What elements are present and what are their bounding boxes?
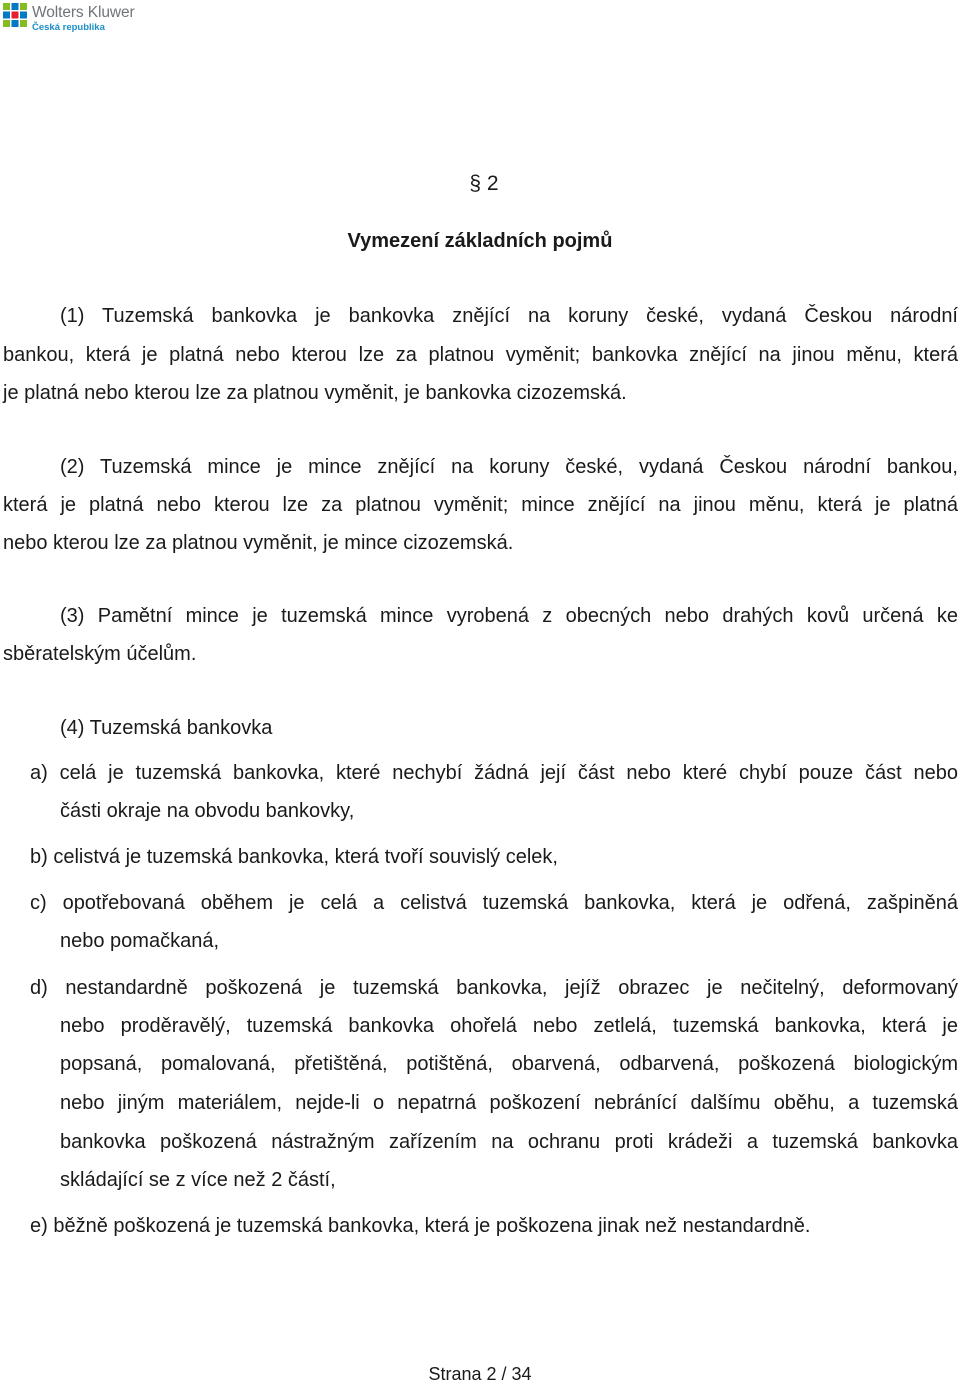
text-line: která je platná nebo kterou lze za platnou vyměnit; mince znějící na jinou měnu, která je platná: [3, 494, 958, 516]
list-item-line: c) opotřebovaná oběhem je celá a celistvá tuzemská bankovka, která je odřená, zašpiněná: [30, 892, 958, 914]
text-line: bankou, která je platná nebo kterou lze za platnou vyměnit; bankovka znějící na jinou měnu, která: [3, 344, 958, 366]
list-item-line: d) nestandardně poškozená je tuzemská bankovka, jejíž obrazec je nečitelný, deformovaný: [30, 977, 958, 999]
text-line: (1) Tuzemská bankovka je bankovka znějící na koruny české, vydaná Českou národní: [60, 305, 958, 327]
list-item-line: b) celistvá je tuzemská bankovka, která tvoří souvislý celek,: [30, 846, 558, 868]
text-line: (2) Tuzemská mince je mince znějící na koruny české, vydaná Českou národní bankou,: [60, 456, 958, 478]
text-line: sběratelským účelům.: [3, 643, 197, 665]
list-item-line: bankovka poškozená nástražným zařízením na ochranu proti krádeži a tuzemská bankovka: [60, 1131, 958, 1153]
logo-subtitle: Česká republika: [32, 21, 105, 33]
logo-name: Wolters Kluwer: [32, 4, 135, 21]
list-item-line: nebo pomačkaná,: [60, 930, 220, 952]
list-item-line: skládající se z více než 2 částí,: [60, 1169, 336, 1191]
list-item-line: a) celá je tuzemská bankovka, které nechybí žádná její část nebo které chybí pouze část nebo: [30, 762, 958, 784]
publisher-logo: [2, 2, 135, 36]
list-item-line: nebo jiným materiálem, nejde-li o nepatrná poškození nebránící dalšímu oběhu, a tuzemská: [60, 1092, 958, 1114]
list-item-line: popsaná, pomalovaná, přetištěná, potištěná, obarvená, odbarvená, poškozená biologickým: [60, 1053, 958, 1075]
list-item-line: části okraje na obvodu bankovky,: [60, 800, 355, 822]
text-line: (3) Pamětní mince je tuzemská mince vyrobená z obecných nebo drahých kovů určená ke: [60, 605, 958, 627]
text-line: nebo kterou lze za platnou vyměnit, je mince cizozemská.: [3, 532, 514, 554]
section-heading: Vymezení základních pojmů: [347, 230, 613, 252]
page-number: Strana 2 / 34: [428, 1364, 532, 1384]
list-item-line: e) běžně poškozená je tuzemská bankovka, která je poškozena jinak než nestandardně.: [30, 1215, 811, 1237]
list-item-line: nebo proděravělý, tuzemská bankovka ohořelá nebo zetlelá, tuzemská bankovka, která je: [60, 1015, 958, 1037]
wolters-kluwer-logo-icon: [2, 2, 28, 28]
text-line: je platná nebo kterou lze za platnou vyměnit, je bankovka cizozemská.: [3, 382, 627, 404]
section-number: § 2: [469, 172, 499, 195]
text-line: (4) Tuzemská bankovka: [60, 717, 273, 739]
